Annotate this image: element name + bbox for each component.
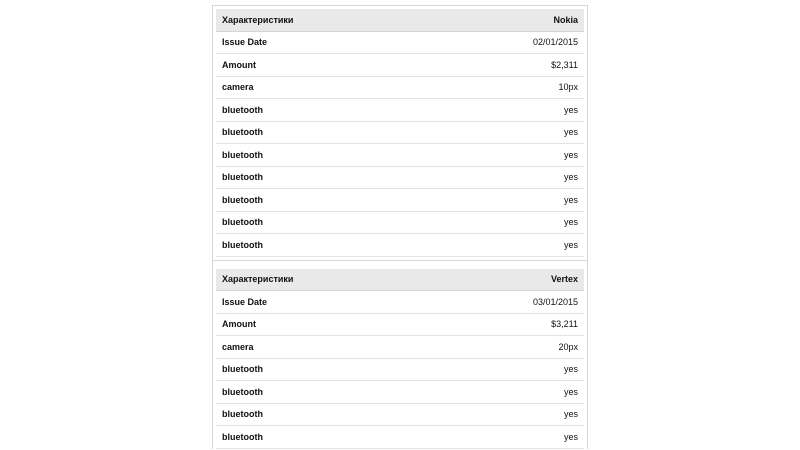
table-row <box>216 121 584 144</box>
product-name: Vertex <box>400 269 584 291</box>
row-value: 03/01/2015 <box>400 291 584 314</box>
row-value: yes <box>400 144 584 167</box>
table-row <box>216 189 584 212</box>
spec-table-vertex <box>216 269 584 449</box>
row-value: yes <box>400 381 584 404</box>
header-label: Характеристики <box>216 269 400 291</box>
table-header-row <box>216 269 584 291</box>
table-row <box>216 291 584 314</box>
table-row <box>216 381 584 404</box>
row-value: $3,211 <box>400 313 584 336</box>
table-row <box>216 234 584 257</box>
row-value: yes <box>400 121 584 144</box>
row-value: yes <box>400 166 584 189</box>
table-row <box>216 358 584 381</box>
row-key: bluetooth <box>216 381 400 404</box>
row-key: bluetooth <box>216 144 400 167</box>
row-value: 02/01/2015 <box>400 31 584 54</box>
table-row <box>216 54 584 77</box>
table-row <box>216 99 584 122</box>
row-key: bluetooth <box>216 234 400 257</box>
row-value: $2,311 <box>400 54 584 77</box>
row-key: bluetooth <box>216 426 400 449</box>
table-row <box>216 403 584 426</box>
row-value: yes <box>400 189 584 212</box>
table-header-row <box>216 9 584 31</box>
row-key: Issue Date <box>216 291 400 314</box>
header-label: Характеристики <box>216 9 400 31</box>
table-gap <box>213 261 587 266</box>
row-value: 20px <box>400 336 584 359</box>
row-value: yes <box>400 211 584 234</box>
product-name: Nokia <box>400 9 584 31</box>
row-value: yes <box>400 99 584 122</box>
table-row <box>216 76 584 99</box>
row-key: bluetooth <box>216 99 400 122</box>
table-row <box>216 313 584 336</box>
row-key: camera <box>216 336 400 359</box>
row-value: 10px <box>400 76 584 99</box>
spec-table-nokia <box>216 9 584 257</box>
row-key: bluetooth <box>216 121 400 144</box>
row-value: yes <box>400 426 584 449</box>
row-key: bluetooth <box>216 211 400 234</box>
row-key: Amount <box>216 313 400 336</box>
row-value: yes <box>400 234 584 257</box>
row-key: bluetooth <box>216 166 400 189</box>
table-row <box>216 426 584 449</box>
table-row <box>216 166 584 189</box>
table-row <box>216 211 584 234</box>
row-key: bluetooth <box>216 403 400 426</box>
row-key: Amount <box>216 54 400 77</box>
row-key: bluetooth <box>216 358 400 381</box>
row-value: yes <box>400 358 584 381</box>
table-row <box>216 336 584 359</box>
row-key: camera <box>216 76 400 99</box>
row-value: yes <box>400 403 584 426</box>
row-key: bluetooth <box>216 189 400 212</box>
row-key: Issue Date <box>216 31 400 54</box>
table-row <box>216 31 584 54</box>
table-row <box>216 144 584 167</box>
spec-tables-container <box>212 5 588 449</box>
